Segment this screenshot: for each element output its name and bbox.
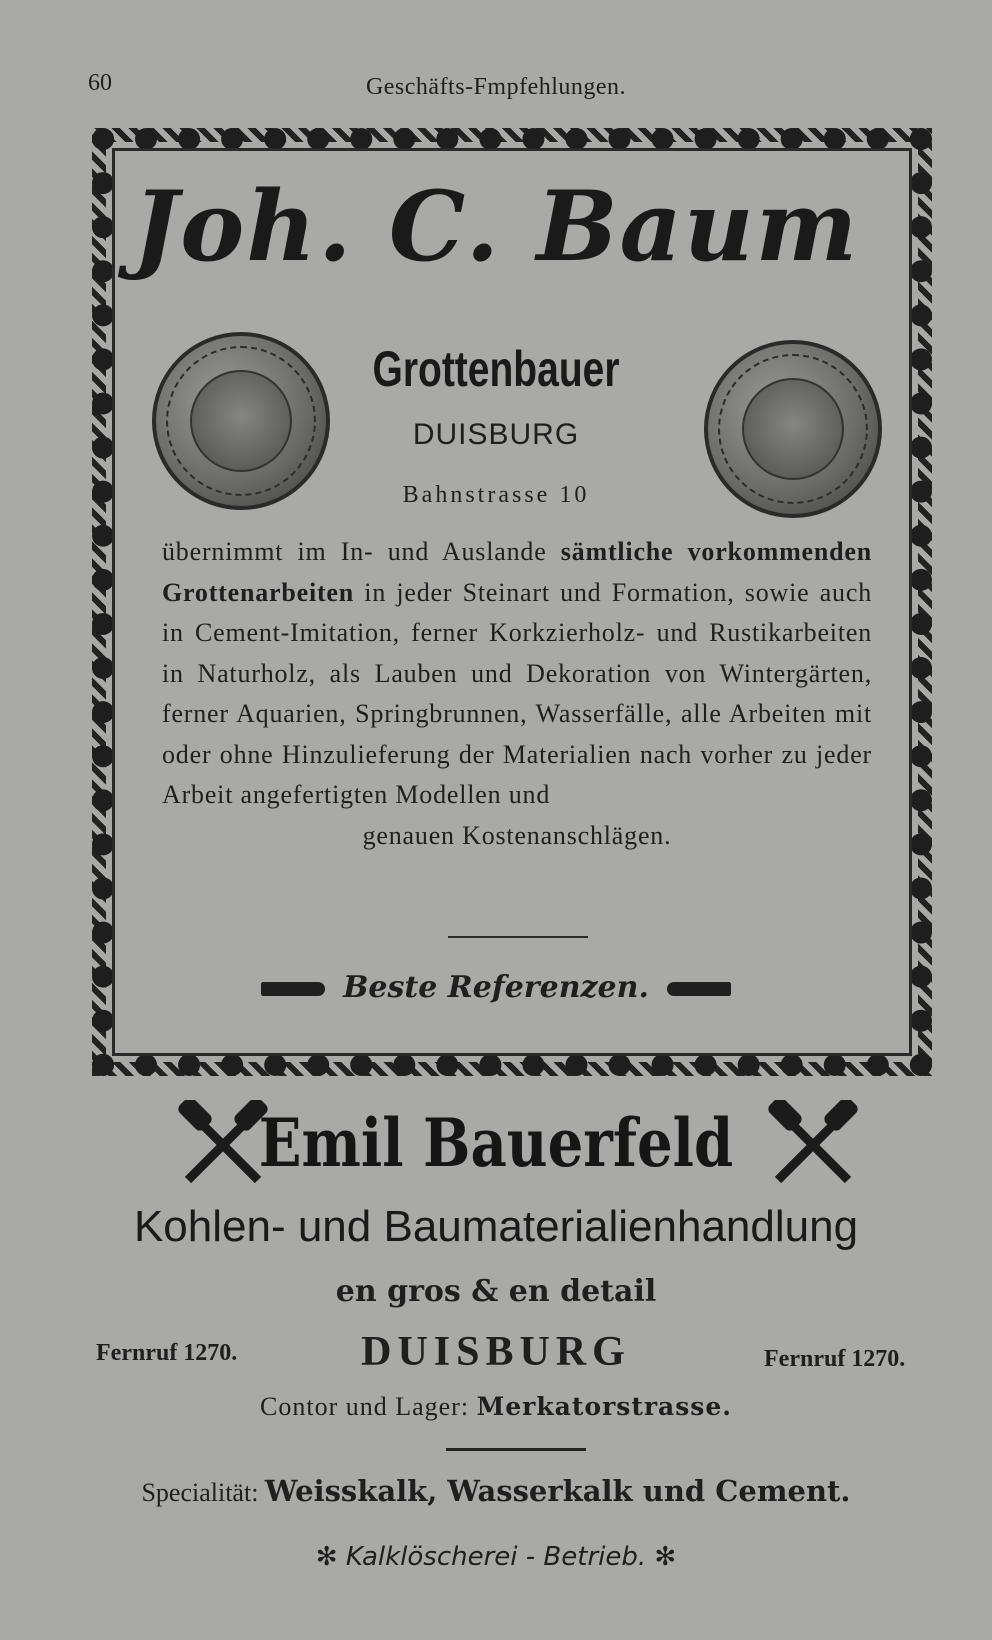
city-baum: DUISBURG bbox=[412, 418, 580, 451]
specialty-line bbox=[0, 1474, 992, 1508]
company-name: Joh. C. Baum bbox=[132, 170, 860, 283]
office-label: Contor und Lager: bbox=[260, 1392, 477, 1421]
address-baum: Bahnstrasse 10 bbox=[402, 482, 590, 508]
dealer-trade: en gros & en detail bbox=[335, 1274, 657, 1309]
ad-body-text bbox=[162, 532, 872, 856]
body-bold-services: sämtliche vorkommenden Grottenarbeiten bbox=[162, 537, 872, 607]
dealer-name: Emil Bauerfeld bbox=[258, 1104, 734, 1182]
pointing-hand-icon bbox=[261, 982, 325, 996]
body-part-2: in jeder Steinart und Formation, sowie auch in Cement-Imitation, ferner Korkzierholz- und Rustikarbeiten in Naturholz, als Lauben und Dekoration von Wintergärten, ferner Aquarien, Springbrunnen, Wasserfälle, alle Arbeiten mit oder ohne Hinzulieferung der Materialien nach vorher zu jeder Arbeit angefertigten Modellen und bbox=[162, 577, 872, 809]
running-head: Geschäfts-Fmpfehlungen. bbox=[365, 74, 627, 100]
references-text: Beste Referenzen. bbox=[343, 970, 649, 1005]
dealer-business: Kohlen- und Baumaterialienhandlung bbox=[133, 1202, 859, 1251]
pointing-hand-icon bbox=[667, 982, 731, 996]
phone-left: Fernruf 1270. bbox=[96, 1340, 238, 1366]
divider-rule bbox=[448, 936, 588, 938]
office-value: Merkatorstrasse. bbox=[476, 1392, 732, 1421]
divider-rule bbox=[446, 1448, 586, 1451]
profession-title: Grottenbauer bbox=[372, 341, 620, 397]
body-part-1: übernimmt im In- und Auslande bbox=[162, 537, 561, 566]
city-bauerfeld: DUISBURG bbox=[361, 1329, 631, 1375]
office-line bbox=[0, 1392, 992, 1422]
page-number: 60 bbox=[88, 70, 112, 96]
specialty-value: Weisskalk, Wasserkalk und Cement. bbox=[264, 1474, 851, 1508]
crossed-hammers-icon bbox=[768, 1100, 858, 1190]
lime-works-line: ✻ Kalklöscherei - Betrieb. ✻ bbox=[315, 1542, 677, 1572]
phone-right: Fernruf 1270. bbox=[764, 1346, 906, 1372]
specialty-label: Specialität: bbox=[141, 1478, 265, 1507]
body-part-3: genauen Kostenanschlägen. bbox=[362, 820, 672, 850]
references-line bbox=[0, 970, 992, 1005]
